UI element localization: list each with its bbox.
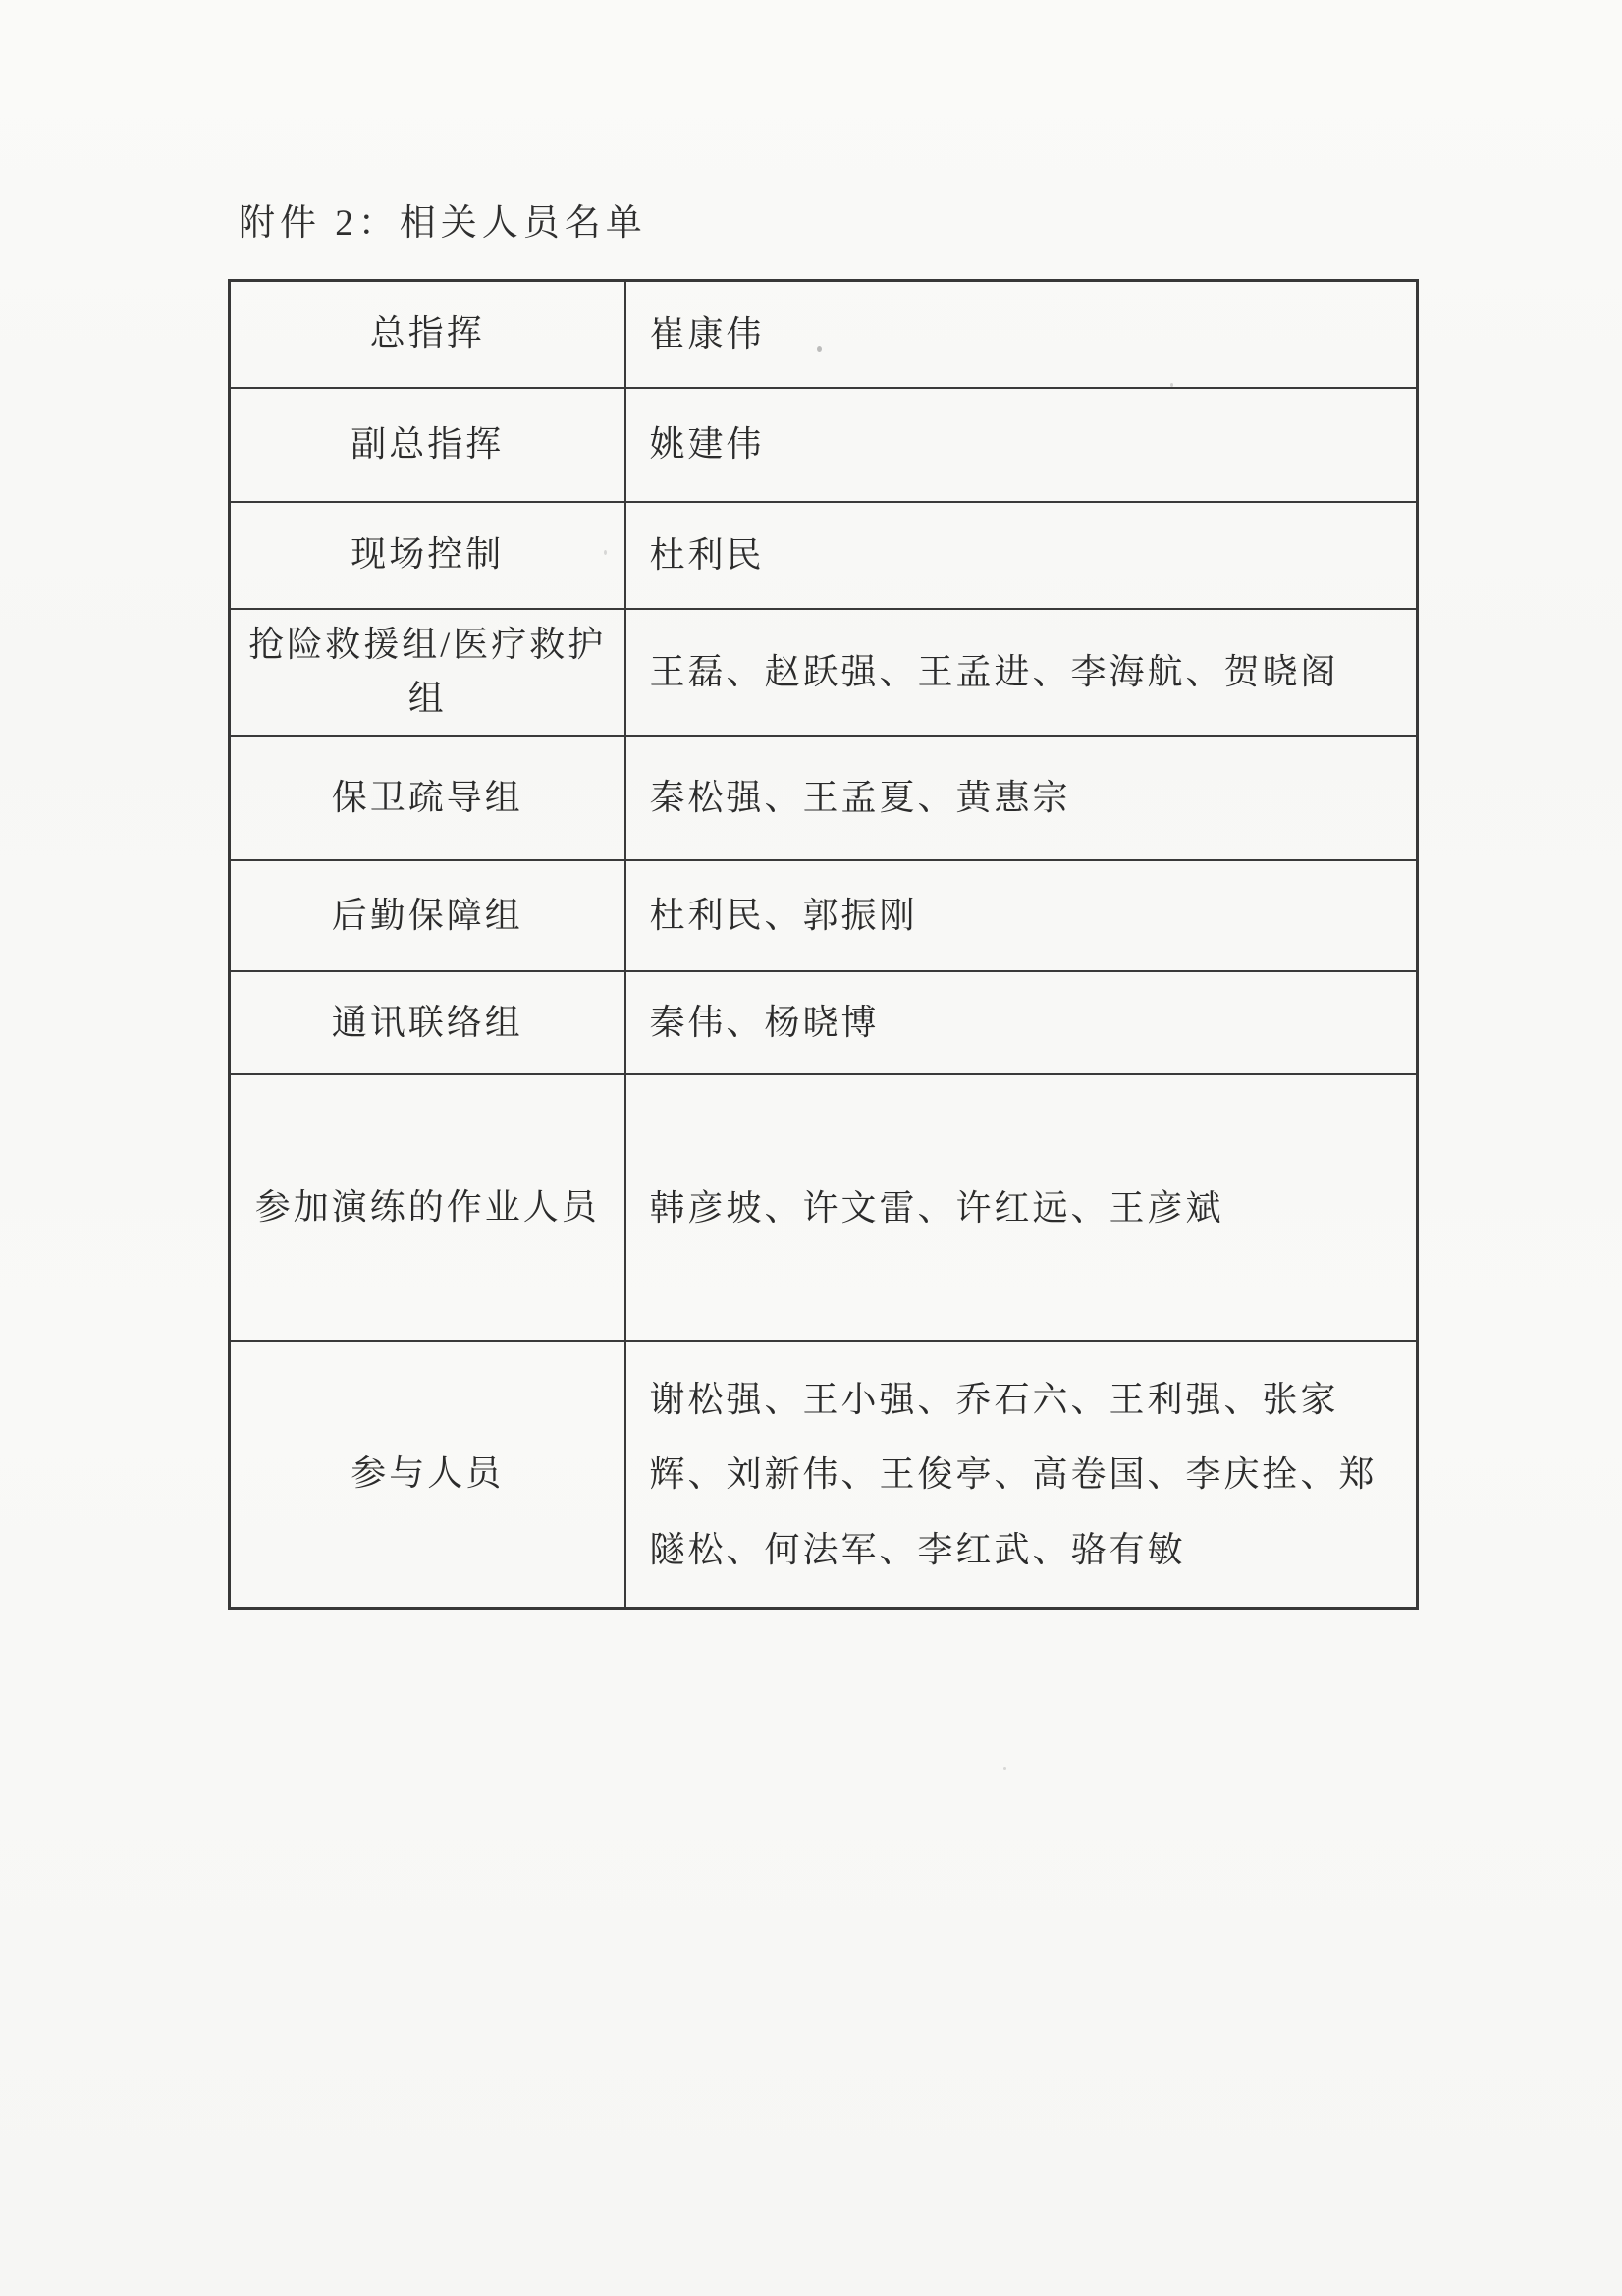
table-row <box>230 281 1418 388</box>
names-cell: 秦伟、杨晓博 <box>625 971 1418 1074</box>
table-row <box>230 1341 1418 1608</box>
role-cell: 参与人员 <box>230 1341 625 1608</box>
names-cell: 韩彦坡、许文雷、许红远、王彦斌 <box>625 1074 1418 1341</box>
attachment-title: 附件 2：相关人员名单 <box>239 203 647 244</box>
table-row <box>230 609 1418 737</box>
table-row <box>230 1074 1418 1341</box>
table-row <box>230 736 1418 860</box>
names-cell: 谢松强、王小强、乔石六、王利强、张家辉、刘新伟、王俊亭、高卷国、李庆拴、郑隧松、何法军、李红武、骆有敏 <box>625 1341 1418 1608</box>
table-row <box>230 860 1418 971</box>
scan-speck <box>604 550 607 555</box>
scan-speck <box>1003 1767 1006 1770</box>
role-cell: 现场控制 <box>230 502 625 609</box>
names-cell: 秦松强、王孟夏、黄惠宗 <box>625 736 1418 860</box>
table-row <box>230 971 1418 1074</box>
table-row <box>230 388 1418 502</box>
table-row <box>230 502 1418 609</box>
scan-speck <box>817 346 822 352</box>
personnel-table <box>228 279 1419 1610</box>
names-cell: 王磊、赵跃强、王孟进、李海航、贺晓阁 <box>625 609 1418 737</box>
names-cell: 杜利民 <box>625 502 1418 609</box>
names-cell: 崔康伟 <box>625 281 1418 388</box>
role-cell: 副总指挥 <box>230 388 625 502</box>
role-cell: 后勤保障组 <box>230 860 625 971</box>
scan-speck <box>1170 383 1173 387</box>
names-cell: 姚建伟 <box>625 388 1418 502</box>
role-cell: 保卫疏导组 <box>230 736 625 860</box>
names-cell: 杜利民、郭振刚 <box>625 860 1418 971</box>
role-cell: 通讯联络组 <box>230 971 625 1074</box>
role-cell: 抢险救援组/医疗救护组 <box>230 609 625 737</box>
role-cell: 总指挥 <box>230 281 625 388</box>
role-cell: 参加演练的作业人员 <box>230 1074 625 1341</box>
